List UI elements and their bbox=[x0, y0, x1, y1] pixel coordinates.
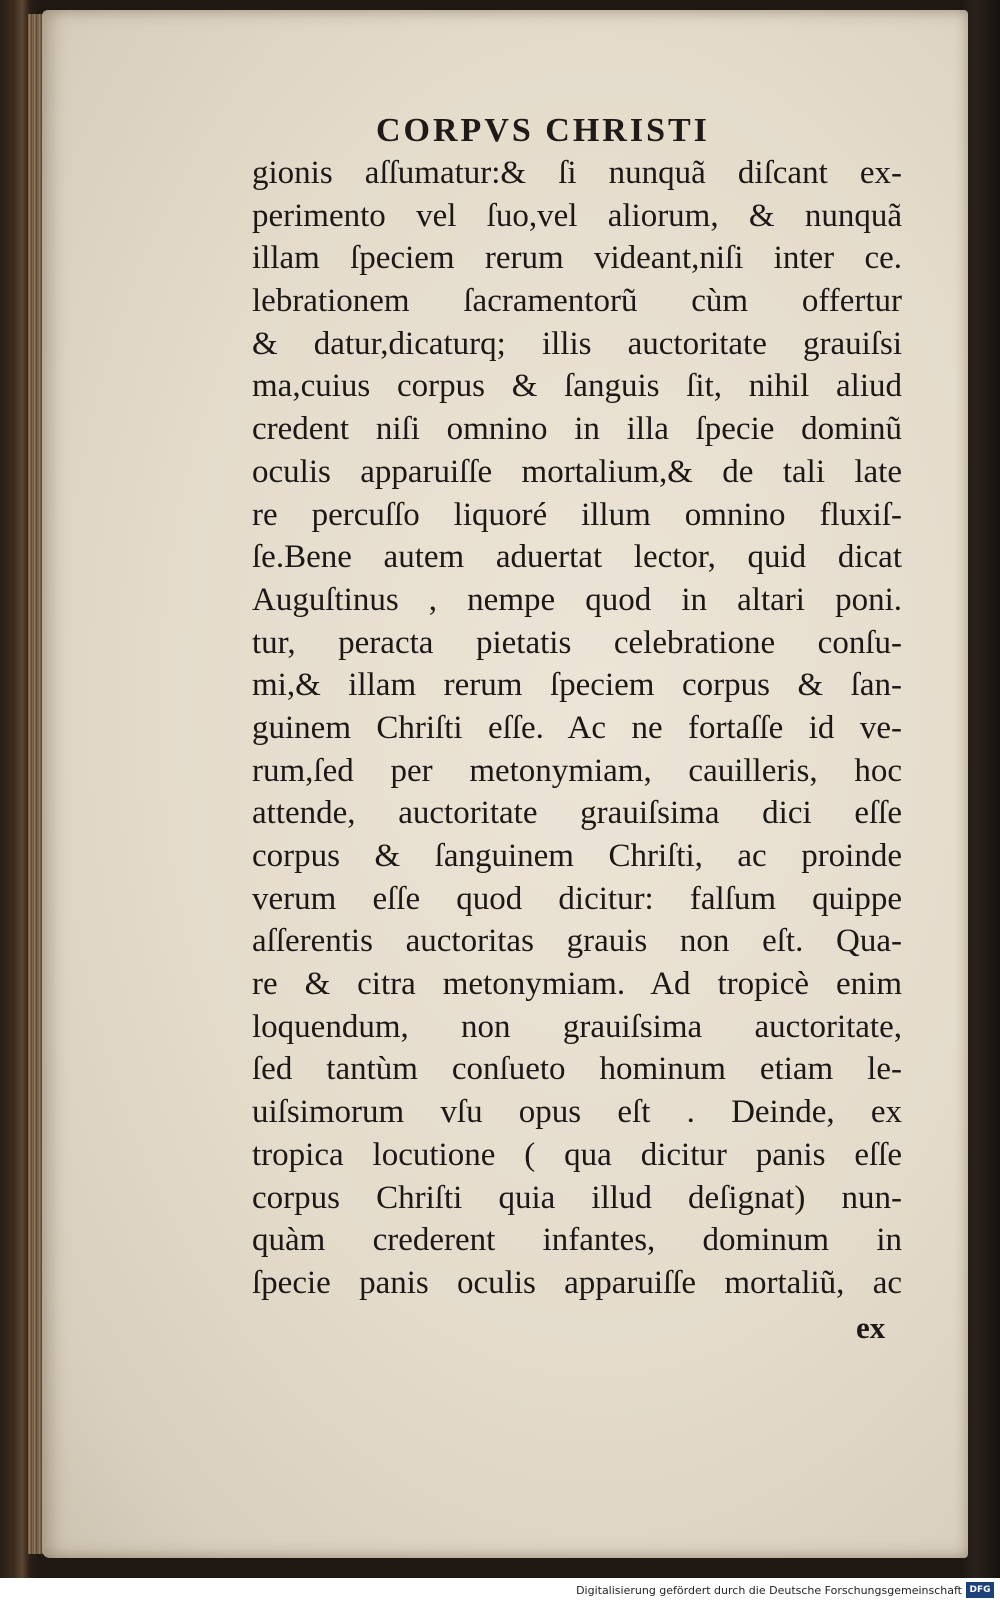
footer-bar bbox=[0, 1578, 1000, 1604]
text-line: tur, peracta pietatis celebratione conſu- bbox=[252, 624, 902, 661]
text-line: rum,ſed per metonymiam, cauilleris, hoc bbox=[252, 752, 902, 789]
text-line: lebrationem ſacramentorũ cùm offertur bbox=[252, 283, 902, 320]
catchword: ex bbox=[856, 1310, 886, 1345]
text-line: ſe.Bene autem aduertat lector, quid dicat bbox=[252, 539, 902, 576]
text-line: corpus & ſanguinem Chriſti, ac proinde bbox=[252, 838, 902, 874]
text-line: tropica locutione ( qua dicitur panis eſſe bbox=[252, 1136, 902, 1173]
text-line: gionis aſſumatur:& ſi nunquã diſcant ex- bbox=[252, 155, 902, 191]
text-line: uiſsimorum vſu opus eſt . Deinde, ex bbox=[252, 1094, 902, 1131]
text-line: loquendum, non grauiſsima auctoritate, bbox=[252, 1008, 902, 1045]
text-line: aſſerentis auctoritas grauis non eſt. Qua- bbox=[252, 923, 902, 960]
text-line: attende, auctoritate grauiſsima dici eſſe bbox=[252, 795, 902, 832]
text-line: guinem Chriſti eſſe. Ac ne fortaſſe id ve- bbox=[252, 709, 902, 746]
text-line: & datur,dicaturq; illis auctoritate grauiſsi bbox=[252, 325, 902, 362]
text-line: perimento vel ſuo,vel aliorum, & nunquã bbox=[252, 197, 902, 234]
text-line: credent niſi omnino in illa ſpecie dominũ bbox=[252, 411, 902, 448]
text-line: illam ſpeciem rerum videant,niſi inter ce. bbox=[252, 240, 902, 277]
text-line: corpus Chriſti quia illud deſignat) nun- bbox=[252, 1179, 902, 1216]
text-line: oculis apparuiſſe mortalium,& de tali late bbox=[252, 453, 902, 490]
dfg-logo-icon: DFG bbox=[966, 1582, 994, 1598]
funding-credit: Digitalisierung gefördert durch die Deutsche Forschungsgemeinschaft bbox=[576, 1584, 962, 1597]
text-line: ſpecie panis oculis apparuiſſe mortaliũ, ac bbox=[252, 1264, 902, 1301]
text-line: quàm crederent infantes, dominum in bbox=[252, 1222, 902, 1259]
text-line: re percuſſo liquoré illum omnino fluxiſ- bbox=[252, 496, 902, 533]
text-line: ſed tantùm conſueto hominum etiam le- bbox=[252, 1051, 902, 1088]
text-line: verum eſſe quod dicitur: falſum quippe bbox=[252, 880, 902, 917]
text-line: mi,& illam rerum ſpeciem corpus & ſan- bbox=[252, 667, 902, 704]
text-line: ma,cuius corpus & ſanguis ſit, nihil aliud bbox=[252, 368, 902, 405]
text-line: Auguſtinus , nempe quod in altari poni. bbox=[252, 581, 902, 618]
text-line: re & citra metonymiam. Ad tropicè enim bbox=[252, 966, 902, 1003]
running-head: CORPVS CHRISTI bbox=[376, 112, 710, 149]
body-text bbox=[252, 152, 902, 1305]
